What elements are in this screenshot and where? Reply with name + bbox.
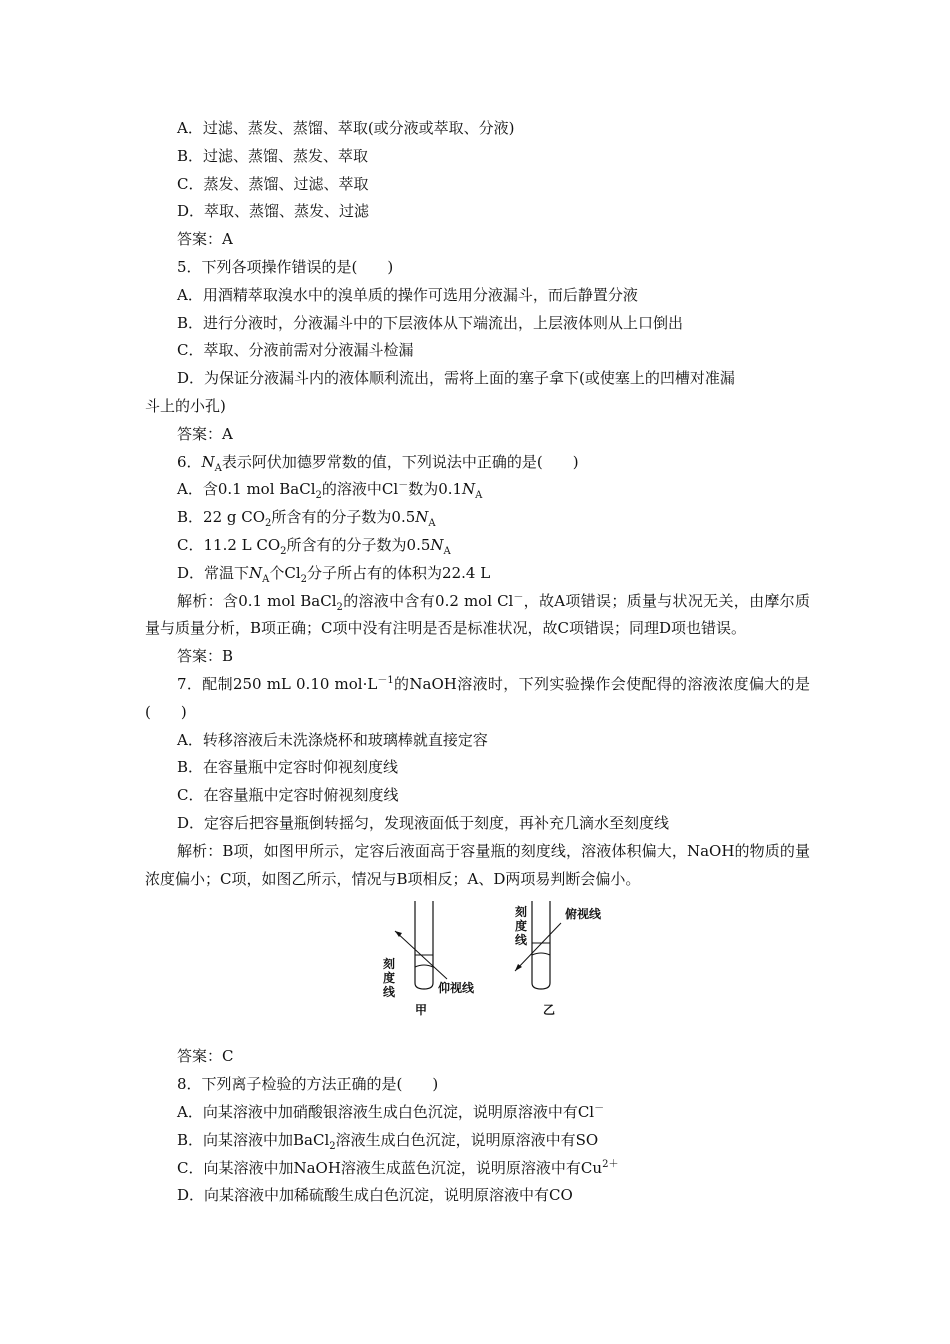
q7-option-c: C．在容量瓶中定容时俯视刻度线 [177,786,399,805]
q7-analysis: 解析：B项，如图甲所示，定容后液面高于容量瓶的刻度线，溶液体积偏大，NaOH的物质的量浓度偏小；C项，如图乙所示，情况与B项相反；A、D两项易判断会偏小。 [145,841,810,888]
figure-jia [395,901,447,989]
volumetric-flask-figure [145,893,810,1043]
q4-answer: 答案：A [177,230,233,249]
q8-option-a: A．向某溶液中加硝酸银溶液生成白色沉淀，说明原溶液中有Cl－ [177,1102,605,1121]
yi-view-label: 俯视线 [565,907,602,922]
q6-answer: 答案：B [177,647,234,666]
q5-option-d-line1: D．为保证分液漏斗内的液体顺利流出，需将上面的塞子拿下(或使塞上的凹槽对准漏 [177,369,735,388]
q8-option-b: B．向某溶液中加BaCl$_2$溶液生成白色沉淀，说明原溶液中有SO [177,1130,599,1152]
jia-view-label: 仰视线 [438,981,475,996]
q5-option-a: A．用酒精萃取溴水中的溴单质的操作可选用分液漏斗，而后静置分液 [177,285,638,304]
q6-option-c: C．11.2 L $CO_2$所含有的分子数为$0.5N_A$ [177,535,451,557]
q4-option-b: B．过滤、蒸馏、蒸发、萃取 [177,146,369,165]
yi-caption: 乙 [543,1003,556,1018]
yi-scale-label: 刻度线 [515,905,528,948]
q8-option-d: D．向某溶液中加稀硫酸生成白色沉淀，说明原溶液中有CO [177,1186,573,1205]
q5-option-d-line2: 斗上的小孔) [145,396,226,415]
q5-option-c: C．萃取、分液前需对分液漏斗检漏 [177,341,414,360]
q7-option-a: A．转移溶液后未洗涤烧杯和玻璃棒就直接定容 [177,730,488,749]
q5-option-b: B．进行分液时，分液漏斗中的下层液体从下端流出，上层液体则从上口倒出 [177,313,684,332]
q6-option-a: A．含0.1 mol BaCl$_2$的溶液中Cl－数为$0.1N_A$ [177,480,483,502]
q5-stem: 5．下列各项操作错误的是( ) [177,257,394,276]
q6-option-b: B．22 g $CO_2$所含有的分子数为$0.5N_A$ [177,508,436,530]
jia-caption: 甲 [415,1003,428,1018]
q4-option-d: D．萃取、蒸馏、蒸发、过滤 [177,202,370,221]
q8-stem: 8．下列离子检验的方法正确的是( ) [177,1075,439,1094]
document-page [145,115,810,1210]
q6-stem: 6．$N_A$表示阿伏加德罗常数的值，下列说法中正确的是( ) [177,452,579,474]
q6-option-d: D．常温下$N_A$个$Cl_2$分子所占有的体积为22.4 L [177,563,491,585]
q6-analysis: 解析：含0.1 mol BaCl$_2$的溶液中含有0.2 mol Cl－，故A项错误；质量与状况无关，由摩尔质量与质量分析，B项正确；C项中没有注明是否是标准状况，故C项错误；同理D项也错误。 [145,591,810,638]
q7-option-b: B．在容量瓶中定容时仰视刻度线 [177,758,399,777]
q5-answer: 答案：A [177,424,233,443]
q4-option-c: C．蒸发、蒸馏、过滤、萃取 [177,174,369,193]
q8-option-c: C．向某溶液中加NaOH溶液生成蓝色沉淀，说明原溶液中有$Cu^{2+}$ [177,1158,619,1177]
q7-option-d: D．定容后把容量瓶倒转摇匀，发现液面低于刻度，再补充几滴水至刻度线 [177,813,670,832]
q7-stem: 7．配制250 mL 0.10 $mol\cdot L^{-1}$的NaOH溶液时，下列实验操作会使配得的溶液浓度偏大的是( ) [145,674,811,721]
q7-answer: 答案：C [177,1047,234,1066]
jia-scale-label: 刻度线 [383,957,396,1000]
q4-option-a: A．过滤、蒸发、蒸馏、萃取(或分液或萃取、分液) [177,119,515,137]
